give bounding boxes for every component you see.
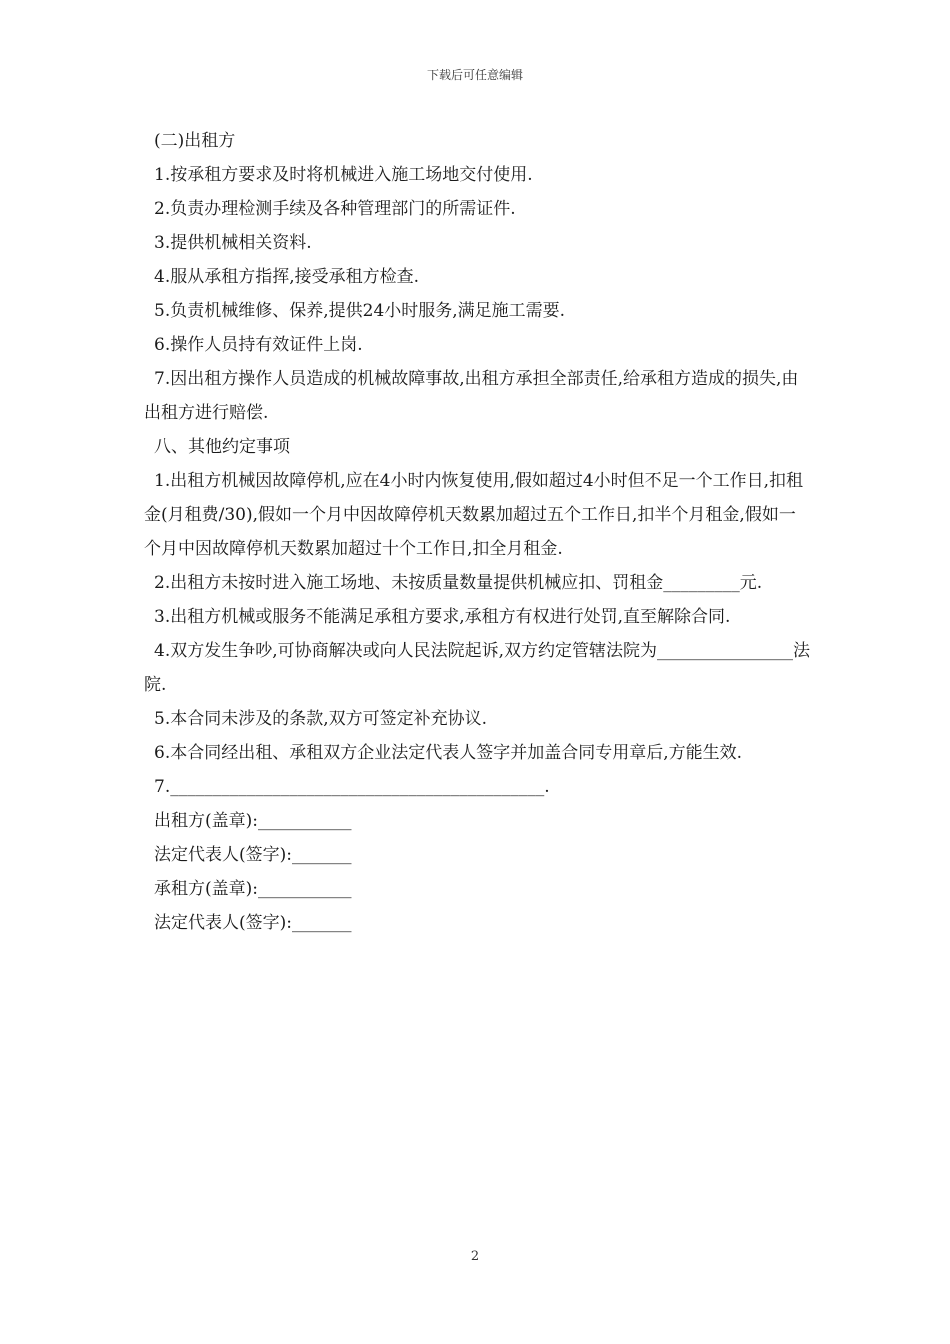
signature-block [144,804,812,940]
lessor-representative-line: 法定代表人(签字):_______ [154,845,352,865]
paragraph: 5.负责机械维修、保养,提供24小时服务,满足施工需要. [154,301,566,321]
page-header: 下载后可任意编辑 [426,68,523,82]
section-heading-other-terms: 八、其他约定事项 [154,437,290,457]
paragraph: 3.出租方机械或服务不能满足承租方要求,承租方有权进行处罚,直至解除合同. [154,607,731,627]
paragraph: 6.操作人员持有效证件上岗. [154,335,363,355]
paragraph: 5.本合同未涉及的条款,双方可签定补充协议. [154,709,488,729]
lessee-representative-line: 法定代表人(签字):_______ [154,913,352,933]
paragraph: 4.双方发生争吵,可协商解决或向人民法院起诉,双方约定管辖法院为________________法院. [144,641,811,695]
paragraph: 3.提供机械相关资料. [154,233,312,253]
paragraph: 4.服从承租方指挥,接受承租方检查. [154,267,420,287]
page-number: 2 [470,1249,480,1264]
paragraph: 1.出租方机械因故障停机,应在4小时内恢复使用,假如超过4小时但不足一个工作日,扣租金(月租费/30),假如一个月中因故障停机天数累加超过五个工作日,扣半个月租金,假如一个月中因故障停机天数累加超过十个工作日,扣全月租金. [144,471,804,559]
lessee-seal-line: 承租方(盖章):___________ [154,879,352,899]
paragraph: 2.负责办理检测手续及各种管理部门的所需证件. [154,199,516,219]
document-body [144,124,812,940]
section-heading-lessor: (二)出租方 [154,131,236,151]
paragraph: 2.出租方未按时进入施工场地、未按质量数量提供机械应扣、罚租金_________元. [154,573,763,593]
paragraph: 7.因出租方操作人员造成的机械故障事故,出租方承担全部责任,给承租方造成的损失,由出租方进行赔偿. [144,369,799,423]
lessor-seal-line: 出租方(盖章):___________ [154,811,352,831]
paragraph: 7.____________________________________________. [154,777,550,797]
paragraph: 6.本合同经出租、承租双方企业法定代表人签字并加盖合同专用章后,方能生效. [154,743,743,763]
paragraph: 1.按承租方要求及时将机械进入施工场地交付使用. [154,165,533,185]
